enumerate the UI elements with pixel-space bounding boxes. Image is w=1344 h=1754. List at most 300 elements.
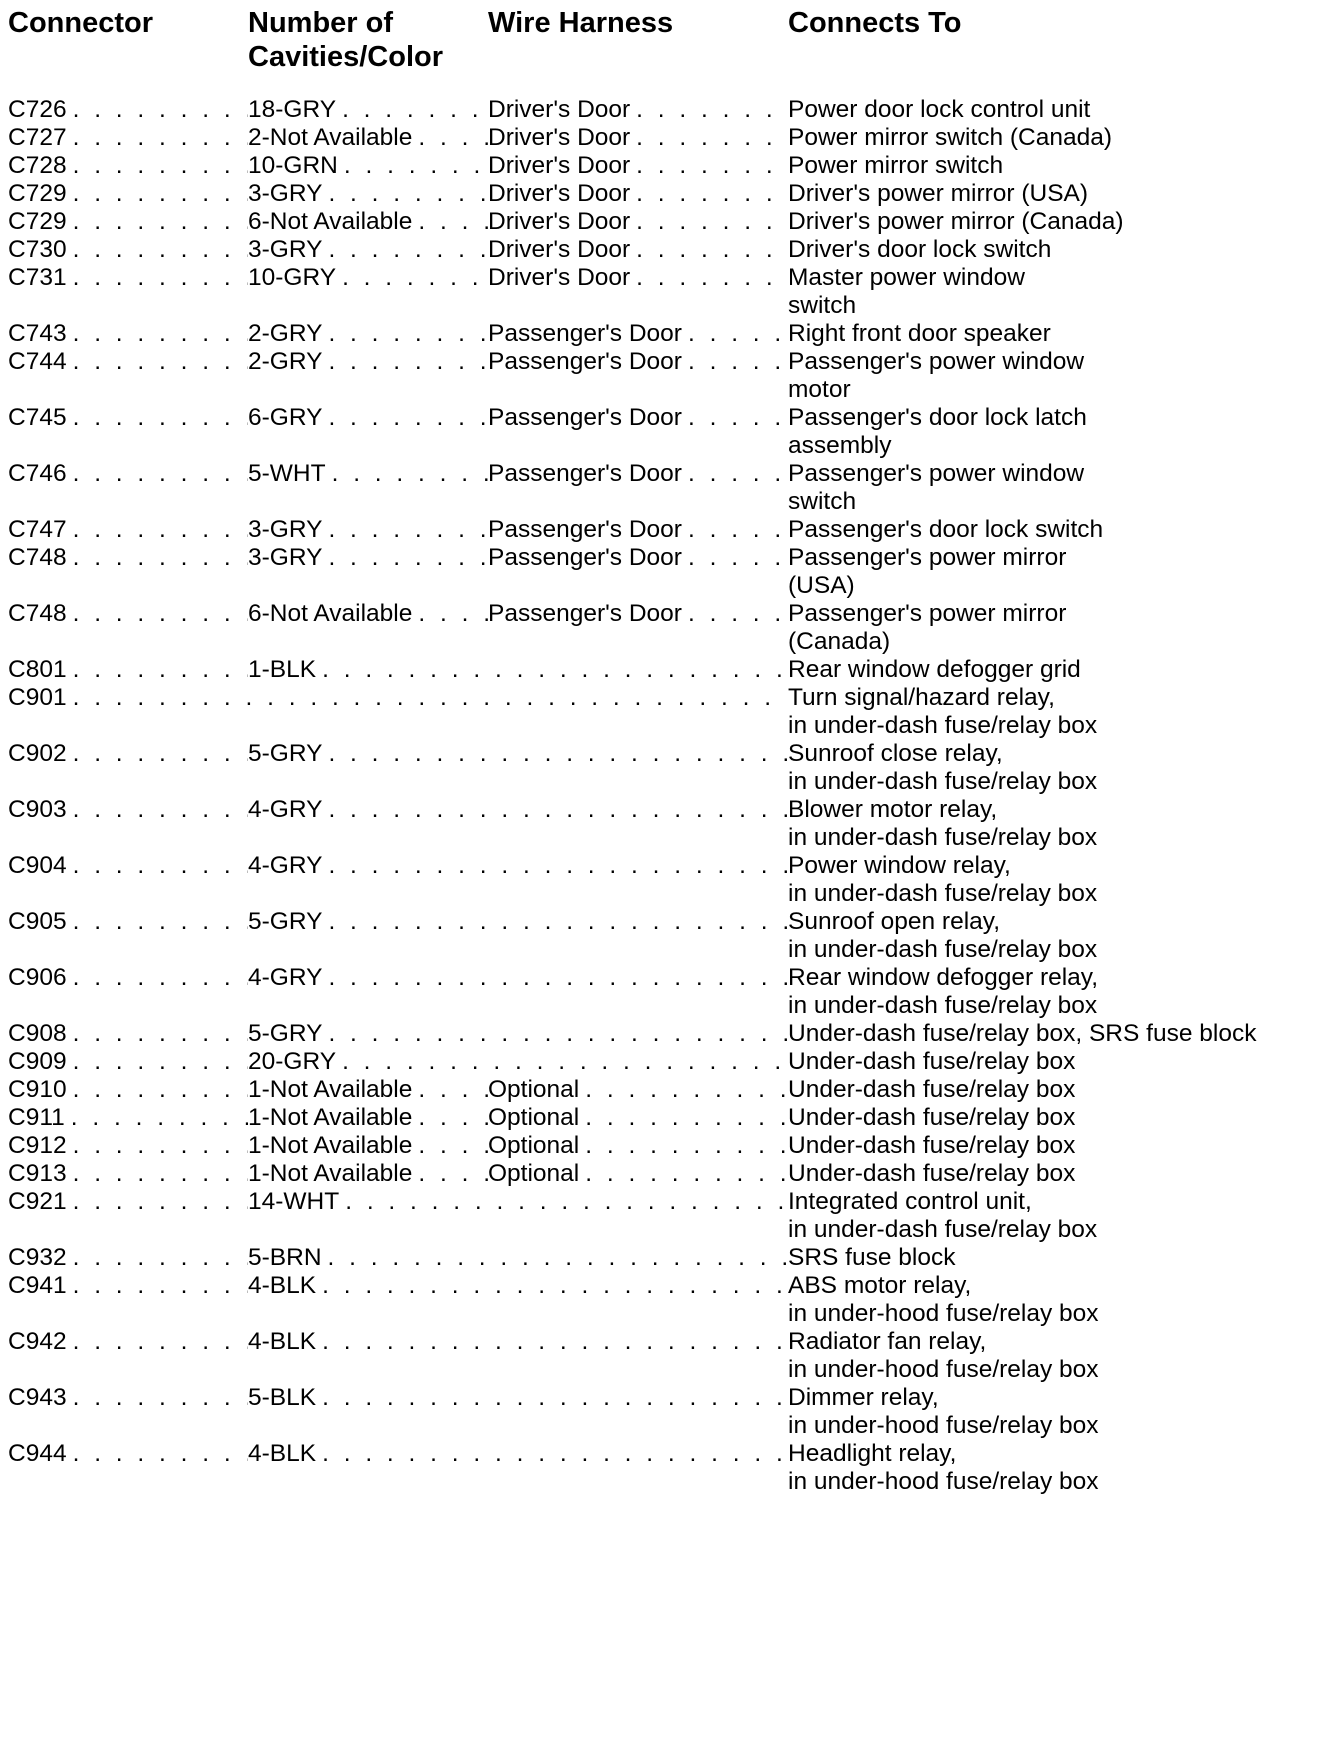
cavities-color-cell bbox=[248, 320, 488, 348]
connects-to-line: Turn signal/hazard relay, bbox=[788, 684, 1055, 711]
cavities-color-cell bbox=[248, 1244, 788, 1272]
connects-to bbox=[788, 264, 1338, 320]
connector-id: C921 bbox=[8, 1188, 67, 1215]
cavities-color-cell bbox=[248, 404, 488, 432]
dot-leader bbox=[73, 964, 248, 992]
wire-harness: Passenger's Door bbox=[488, 320, 682, 347]
dot-leader bbox=[322, 1328, 788, 1356]
connects-to bbox=[788, 152, 1338, 180]
wire-harness: Optional bbox=[488, 1132, 580, 1159]
table-row bbox=[8, 96, 1338, 124]
cavities-color: 5-GRY bbox=[248, 1020, 323, 1047]
connects-to-line: in under-hood fuse/relay box bbox=[788, 1468, 1099, 1495]
cavities-color: 3-GRY bbox=[248, 516, 323, 543]
dot-leader bbox=[585, 1160, 788, 1188]
connects-to-line: ABS motor relay, bbox=[788, 1272, 972, 1299]
wire-harness-cell bbox=[488, 124, 788, 152]
dot-leader bbox=[342, 96, 488, 124]
table-row bbox=[8, 1188, 1338, 1244]
wire-harness-cell bbox=[488, 404, 788, 432]
cavities-color: 4-GRY bbox=[248, 796, 323, 823]
connector-id-cell bbox=[8, 264, 248, 292]
dot-leader bbox=[328, 1244, 788, 1272]
cavities-color: 10-GRY bbox=[248, 264, 337, 291]
dot-leader bbox=[73, 1048, 248, 1076]
connector-id: C903 bbox=[8, 796, 67, 823]
connector-id: C744 bbox=[8, 348, 67, 375]
table-row bbox=[8, 320, 1338, 348]
connector-id: C729 bbox=[8, 208, 67, 235]
cavities-color-cell bbox=[248, 124, 488, 152]
wire-harness-cell bbox=[488, 208, 788, 236]
connects-to-line: Driver's door lock switch bbox=[788, 236, 1052, 263]
dot-leader bbox=[328, 544, 488, 572]
cavities-color: 1-Not Available bbox=[248, 1160, 413, 1187]
connector-id: C728 bbox=[8, 152, 67, 179]
connector-id-cell bbox=[8, 180, 248, 208]
dot-leader bbox=[73, 516, 248, 544]
dot-leader bbox=[322, 1272, 788, 1300]
cavities-color: 5-BRN bbox=[248, 1244, 322, 1271]
connector-id: C943 bbox=[8, 1384, 67, 1411]
wire-harness-cell bbox=[488, 152, 788, 180]
connector-id-cell bbox=[8, 1188, 248, 1216]
connects-to bbox=[788, 1104, 1338, 1132]
connects-to bbox=[788, 1272, 1338, 1328]
connector-id: C913 bbox=[8, 1160, 67, 1187]
cavities-color-cell bbox=[248, 96, 488, 124]
wire-harness: Optional bbox=[488, 1076, 580, 1103]
connects-to bbox=[788, 404, 1338, 460]
cavities-color: 4-BLK bbox=[248, 1328, 317, 1355]
dot-leader bbox=[328, 404, 488, 432]
dot-leader bbox=[585, 1132, 788, 1160]
dot-leader bbox=[328, 516, 488, 544]
cavities-color: 2-GRY bbox=[248, 320, 323, 347]
connects-to bbox=[788, 516, 1338, 544]
table-row bbox=[8, 1076, 1338, 1104]
connects-to-line: switch bbox=[788, 292, 857, 319]
dot-leader bbox=[73, 1328, 248, 1356]
table-row bbox=[8, 124, 1338, 152]
dot-leader bbox=[73, 236, 248, 264]
dot-leader bbox=[328, 796, 788, 824]
table-row bbox=[8, 460, 1338, 516]
dot-leader bbox=[73, 124, 248, 152]
cavities-color-cell bbox=[248, 964, 788, 992]
connects-to bbox=[788, 1188, 1338, 1244]
header-connector: Connector bbox=[8, 7, 153, 39]
connects-to-line: Under-dash fuse/relay box bbox=[788, 1160, 1076, 1187]
table-row bbox=[8, 1384, 1338, 1440]
dot-leader bbox=[328, 320, 488, 348]
dot-leader bbox=[73, 1076, 248, 1104]
dot-leader bbox=[73, 404, 248, 432]
connects-to-line: motor bbox=[788, 376, 851, 403]
dot-leader bbox=[332, 460, 488, 488]
connector-id-cell bbox=[8, 1328, 248, 1356]
dot-leader bbox=[73, 908, 248, 936]
connects-to-line: in under-dash fuse/relay box bbox=[788, 768, 1098, 795]
connector-id: C909 bbox=[8, 1048, 67, 1075]
connector-id-cell bbox=[8, 908, 248, 936]
connector-table bbox=[8, 0, 1338, 1496]
dot-leader bbox=[636, 152, 788, 180]
wire-harness: Passenger's Door bbox=[488, 600, 682, 627]
connector-id-cell bbox=[8, 124, 248, 152]
connects-to bbox=[788, 796, 1338, 852]
dot-leader bbox=[636, 124, 788, 152]
connector-id-cell bbox=[8, 1244, 248, 1272]
cavities-color-cell bbox=[248, 1076, 488, 1104]
wire-harness-cell bbox=[488, 1076, 788, 1104]
cavities-color: 3-GRY bbox=[248, 544, 323, 571]
table-row bbox=[8, 1244, 1338, 1272]
connects-to bbox=[788, 236, 1338, 264]
wire-harness-cell bbox=[488, 236, 788, 264]
dot-leader bbox=[73, 1188, 248, 1216]
dot-leader bbox=[73, 544, 248, 572]
connects-to bbox=[788, 180, 1338, 208]
connects-to-line: Power mirror switch bbox=[788, 152, 1004, 179]
table-row bbox=[8, 516, 1338, 544]
cavities-color: 5-BLK bbox=[248, 1384, 317, 1411]
dot-leader bbox=[342, 1048, 788, 1076]
table-row bbox=[8, 908, 1338, 964]
cavities-color: 4-BLK bbox=[248, 1272, 317, 1299]
dot-leader bbox=[73, 740, 248, 768]
cavities-color-cell bbox=[248, 1188, 788, 1216]
connects-to-line: switch bbox=[788, 488, 857, 515]
cavities-color-cell bbox=[248, 208, 488, 236]
cavities-color: 3-GRY bbox=[248, 236, 323, 263]
connector-id-cell bbox=[8, 236, 248, 264]
connects-to-line: in under-hood fuse/relay box bbox=[788, 1412, 1099, 1439]
connects-to-line: Sunroof close relay, bbox=[788, 740, 1003, 767]
connects-to-line: in under-dash fuse/relay box bbox=[788, 936, 1098, 963]
dot-leader bbox=[345, 1188, 788, 1216]
cavities-color-cell bbox=[248, 544, 488, 572]
cavities-color: 4-GRY bbox=[248, 964, 323, 991]
dot-leader bbox=[73, 852, 248, 880]
connects-to-line: Integrated control unit, bbox=[788, 1188, 1032, 1215]
cavities-color: 6-GRY bbox=[248, 404, 323, 431]
dot-leader bbox=[73, 460, 248, 488]
connects-to-line: Passenger's power mirror bbox=[788, 600, 1067, 627]
dot-leader bbox=[585, 1104, 788, 1132]
connects-to bbox=[788, 600, 1338, 656]
connector-id-cell bbox=[8, 544, 248, 572]
cavities-color-cell bbox=[248, 1272, 788, 1300]
connects-to-line: Sunroof open relay, bbox=[788, 908, 1001, 935]
table-row bbox=[8, 600, 1338, 656]
dot-leader bbox=[636, 264, 788, 292]
table-row bbox=[8, 1020, 1338, 1048]
wire-harness: Passenger's Door bbox=[488, 544, 682, 571]
dot-leader bbox=[73, 796, 248, 824]
dot-leader bbox=[636, 96, 788, 124]
table-row bbox=[8, 264, 1338, 320]
wire-harness: Driver's Door bbox=[488, 124, 631, 151]
dot-leader bbox=[322, 656, 788, 684]
connector-id-cell bbox=[8, 740, 248, 768]
wire-harness: Optional bbox=[488, 1104, 580, 1131]
wire-harness: Passenger's Door bbox=[488, 460, 682, 487]
connector-id: C906 bbox=[8, 964, 67, 991]
connects-to-line: Power mirror switch (Canada) bbox=[788, 124, 1113, 151]
dot-leader bbox=[322, 1384, 788, 1412]
wire-harness: Passenger's Door bbox=[488, 348, 682, 375]
connector-id-cell bbox=[8, 852, 248, 880]
connector-id: C727 bbox=[8, 124, 67, 151]
connects-to bbox=[788, 96, 1338, 124]
connector-id: C904 bbox=[8, 852, 67, 879]
cavities-color-cell bbox=[248, 740, 788, 768]
dot-leader bbox=[418, 1132, 488, 1160]
connector-id: C748 bbox=[8, 544, 67, 571]
cavities-color-cell bbox=[248, 180, 488, 208]
connects-to-line: (USA) bbox=[788, 572, 855, 599]
dot-leader bbox=[73, 180, 248, 208]
dot-leader bbox=[73, 264, 248, 292]
connector-id: C745 bbox=[8, 404, 67, 431]
connects-to-line: Under-dash fuse/relay box bbox=[788, 1132, 1076, 1159]
wire-harness-cell bbox=[488, 460, 788, 488]
connects-to bbox=[788, 908, 1338, 964]
dot-leader bbox=[328, 908, 788, 936]
connects-to-line: Rear window defogger relay, bbox=[788, 964, 1099, 991]
connects-to-line: in under-dash fuse/relay box bbox=[788, 992, 1098, 1019]
cavities-color: 5-WHT bbox=[248, 460, 326, 487]
connector-id: C910 bbox=[8, 1076, 67, 1103]
cavities-color-cell bbox=[248, 264, 488, 292]
cavities-color-cell bbox=[248, 1384, 788, 1412]
dot-leader bbox=[73, 96, 248, 124]
wire-harness-cell bbox=[488, 96, 788, 124]
connector-id-cell bbox=[8, 796, 248, 824]
wire-harness-cell bbox=[488, 264, 788, 292]
wire-harness: Driver's Door bbox=[488, 96, 631, 123]
connects-to-line: in under-hood fuse/relay box bbox=[788, 1356, 1099, 1383]
cavities-color: 10-GRN bbox=[248, 152, 338, 179]
dot-leader bbox=[73, 1272, 248, 1300]
connects-to-line: Rear window defogger grid bbox=[788, 656, 1081, 683]
dot-leader bbox=[73, 208, 248, 236]
connector-id-cell bbox=[8, 964, 248, 992]
connects-to bbox=[788, 1132, 1338, 1160]
dot-leader bbox=[688, 600, 788, 628]
table-body bbox=[8, 96, 1338, 1496]
dot-leader bbox=[73, 320, 248, 348]
connects-to-line: Under-dash fuse/relay box bbox=[788, 1104, 1076, 1131]
connector-id: C912 bbox=[8, 1132, 67, 1159]
connector-id: C748 bbox=[8, 600, 67, 627]
connector-id: C944 bbox=[8, 1440, 67, 1467]
dot-leader bbox=[636, 236, 788, 264]
connects-to bbox=[788, 1076, 1338, 1104]
wire-harness-cell bbox=[488, 1104, 788, 1132]
table-row bbox=[8, 964, 1338, 1020]
connector-id-cell bbox=[8, 1440, 248, 1468]
cavities-color: 4-BLK bbox=[248, 1440, 317, 1467]
header-cavities bbox=[248, 6, 488, 74]
connects-to-line: Passenger's door lock latch bbox=[788, 404, 1087, 431]
header-connects-to: Connects To bbox=[788, 7, 962, 39]
connects-to-line: Passenger's door lock switch bbox=[788, 516, 1104, 543]
cavities-color: 6-Not Available bbox=[248, 208, 413, 235]
header-harness: Wire Harness bbox=[488, 7, 674, 39]
connects-to-line: Passenger's power window bbox=[788, 460, 1085, 487]
dot-leader bbox=[418, 208, 488, 236]
connects-to-line: Under-dash fuse/relay box bbox=[788, 1048, 1076, 1075]
connector-id: C743 bbox=[8, 320, 67, 347]
connector-id: C942 bbox=[8, 1328, 67, 1355]
table-header bbox=[8, 0, 1338, 96]
wire-harness-cell bbox=[488, 544, 788, 572]
table-row bbox=[8, 404, 1338, 460]
connector-id-cell bbox=[8, 1076, 248, 1104]
connects-to-line: assembly bbox=[788, 432, 892, 459]
connector-id: C726 bbox=[8, 96, 67, 123]
dot-leader bbox=[73, 1020, 248, 1048]
connects-to bbox=[788, 1440, 1338, 1496]
connector-id-cell bbox=[8, 1160, 248, 1188]
connector-id: C908 bbox=[8, 1020, 67, 1047]
connector-id: C731 bbox=[8, 264, 67, 291]
connector-id: C905 bbox=[8, 908, 67, 935]
dot-leader bbox=[418, 124, 488, 152]
dot-leader bbox=[688, 544, 788, 572]
dot-leader bbox=[73, 684, 788, 712]
table-row bbox=[8, 1328, 1338, 1384]
cavities-color: 1-Not Available bbox=[248, 1104, 413, 1131]
table-row bbox=[8, 1272, 1338, 1328]
table-row bbox=[8, 656, 1338, 684]
cavities-color-cell bbox=[248, 1104, 488, 1132]
connects-to bbox=[788, 460, 1338, 516]
connector-id: C747 bbox=[8, 516, 67, 543]
dot-leader bbox=[73, 656, 248, 684]
table-row bbox=[8, 152, 1338, 180]
cavities-color-cell bbox=[248, 796, 788, 824]
dot-leader bbox=[688, 516, 788, 544]
connects-to bbox=[788, 1244, 1338, 1272]
connects-to-line: in under-hood fuse/relay box bbox=[788, 1300, 1099, 1327]
dot-leader bbox=[322, 1440, 788, 1468]
dot-leader bbox=[73, 1384, 248, 1412]
dot-leader bbox=[688, 348, 788, 376]
wire-harness: Driver's Door bbox=[488, 208, 631, 235]
cavities-color: 1-BLK bbox=[248, 656, 317, 683]
connects-to-line: in under-dash fuse/relay box bbox=[788, 712, 1098, 739]
connector-id-cell bbox=[8, 1132, 248, 1160]
cavities-color: 2-GRY bbox=[248, 348, 323, 375]
cavities-color: 2-Not Available bbox=[248, 124, 413, 151]
wire-harness: Driver's Door bbox=[488, 152, 631, 179]
connects-to-line: Master power window bbox=[788, 264, 1025, 291]
wire-harness-cell bbox=[488, 180, 788, 208]
cavities-color-cell bbox=[248, 600, 488, 628]
header-cavities-line1: Number of bbox=[248, 7, 393, 39]
connects-to bbox=[788, 320, 1338, 348]
cavities-color: 14-WHT bbox=[248, 1188, 340, 1215]
connects-to-line: Headlight relay, bbox=[788, 1440, 957, 1467]
dot-leader bbox=[418, 600, 488, 628]
wire-harness-cell bbox=[488, 1132, 788, 1160]
cavities-color: 5-GRY bbox=[248, 740, 323, 767]
connects-to-line: Right front door speaker bbox=[788, 320, 1051, 347]
dot-leader bbox=[328, 180, 488, 208]
connector-id-cell bbox=[8, 460, 248, 488]
connector-id: C901 bbox=[8, 684, 67, 711]
connector-id: C911 bbox=[8, 1104, 65, 1131]
cavities-color-cell bbox=[248, 236, 488, 264]
connector-id: C902 bbox=[8, 740, 67, 767]
dot-leader bbox=[73, 1132, 248, 1160]
dot-leader bbox=[328, 348, 488, 376]
connector-id-cell bbox=[8, 600, 248, 628]
wire-harness: Optional bbox=[488, 1160, 580, 1187]
connects-to-line: SRS fuse block bbox=[788, 1244, 956, 1271]
connects-to bbox=[788, 208, 1338, 236]
connects-to-line: Power door lock control unit bbox=[788, 96, 1091, 123]
cavities-color: 20-GRY bbox=[248, 1048, 337, 1075]
dot-leader bbox=[344, 152, 488, 180]
connector-id-cell bbox=[8, 1020, 248, 1048]
connector-id-cell bbox=[8, 1048, 248, 1076]
cavities-color: 18-GRY bbox=[248, 96, 337, 123]
wire-harness: Passenger's Door bbox=[488, 404, 682, 431]
wire-harness-cell bbox=[488, 516, 788, 544]
table-row bbox=[8, 1048, 1338, 1076]
table-row bbox=[8, 852, 1338, 908]
dot-leader bbox=[73, 1160, 248, 1188]
wire-harness: Driver's Door bbox=[488, 236, 631, 263]
connector-id: C746 bbox=[8, 460, 67, 487]
table-row bbox=[8, 236, 1338, 264]
header-cavities-line2: Cavities/Color bbox=[248, 41, 443, 73]
connects-to-line: in under-dash fuse/relay box bbox=[788, 824, 1098, 851]
connector-id: C801 bbox=[8, 656, 67, 683]
dot-leader bbox=[418, 1160, 488, 1188]
connector-id-cell bbox=[8, 348, 248, 376]
connects-to bbox=[788, 740, 1338, 796]
cavities-color-cell bbox=[248, 656, 788, 684]
connector-id-cell bbox=[8, 1272, 248, 1300]
connects-to-line: Blower motor relay, bbox=[788, 796, 998, 823]
connects-to bbox=[788, 124, 1338, 152]
connects-to-line: Passenger's power mirror bbox=[788, 544, 1067, 571]
table-row bbox=[8, 1132, 1338, 1160]
dot-leader bbox=[73, 1440, 248, 1468]
connects-to bbox=[788, 1160, 1338, 1188]
connects-to bbox=[788, 684, 1338, 740]
cavities-color-cell bbox=[248, 348, 488, 376]
dot-leader bbox=[636, 180, 788, 208]
connects-to-line: Passenger's power window bbox=[788, 348, 1085, 375]
cavities-color-cell bbox=[248, 460, 488, 488]
dot-leader bbox=[328, 964, 788, 992]
dot-leader bbox=[328, 236, 488, 264]
connects-to-line: Power window relay, bbox=[788, 852, 1011, 879]
connects-to-line: Dimmer relay, bbox=[788, 1384, 939, 1411]
connector-id-cell bbox=[8, 516, 248, 544]
cavities-color-cell bbox=[248, 1048, 788, 1076]
dot-leader bbox=[585, 1076, 788, 1104]
wire-harness: Driver's Door bbox=[488, 264, 631, 291]
connects-to bbox=[788, 1048, 1338, 1076]
connects-to-line: in under-dash fuse/relay box bbox=[788, 880, 1098, 907]
